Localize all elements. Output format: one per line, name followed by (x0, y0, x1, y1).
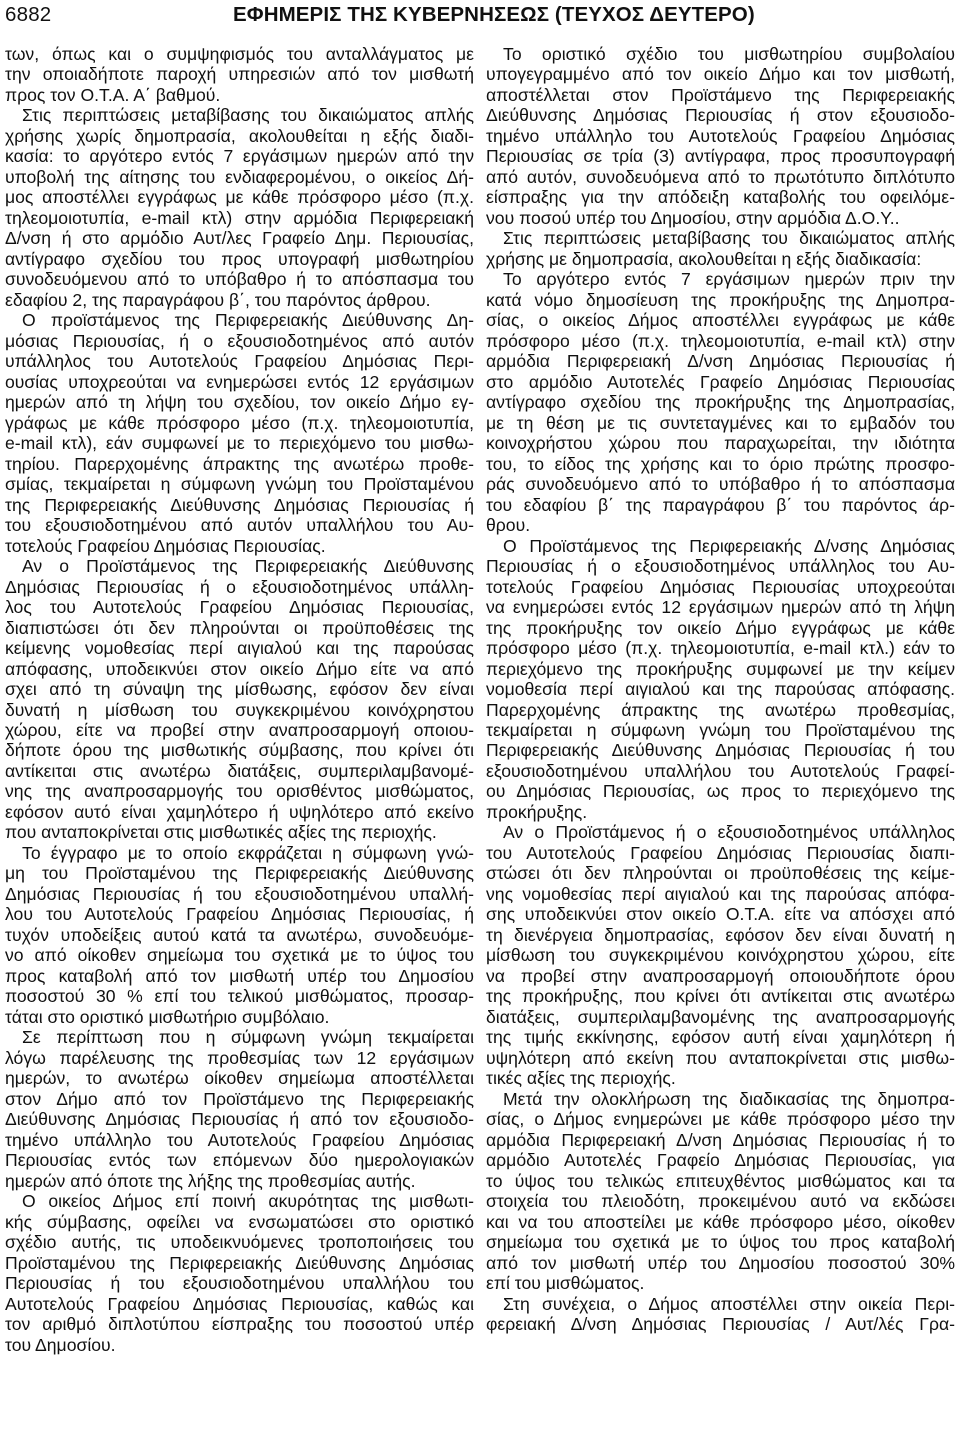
text-line: Περιουσίας ή ο εξουσιοδοτημένος υπάλληλος του Αυ- (486, 556, 955, 577)
paragraph (486, 269, 955, 535)
text-line: θρου. (486, 515, 531, 536)
text-line: την οποιαδήποτε παροχή υπηρεσιών από τον μισθωτή (5, 64, 474, 85)
text-line: περιεχόμενο της προκήρυξης συμφωνεί με την κείμεν (486, 658, 955, 679)
text-line: στον Δήμο από τον Προϊστάμενο της Περιφερειακής (5, 1088, 474, 1109)
text-line: ποσοστού 30 % επί του τελικού μισθώματος, προσαρ- (5, 986, 474, 1007)
text-line: Περιουσίας σε τρία (3) αντίγραφα, προς προσυπογραφή (486, 146, 955, 167)
text-line: απόφασης, υποδεικνύει στον οικείο Δήμο είτε να από (5, 658, 474, 679)
text-line: προς τον Ο.Τ.Α. Α΄ βαθμού. (5, 84, 221, 105)
text-line: από τον μισθωτή υπέρ του Δημοσίου ποσοστού 30% (486, 1252, 955, 1273)
paragraph (5, 310, 474, 556)
paragraph (5, 44, 474, 105)
paragraph (486, 1089, 955, 1294)
text-line: Δημόσιας Περιουσίας ή ο εξουσιοδοτημένος υπάλλη- (5, 576, 474, 597)
text-line: τοτελούς Γραφείου Δημόσιας Περιουσίας υποχρεούται (486, 576, 955, 597)
right-column (486, 44, 955, 1335)
text-line: λου του Αυτοτελούς Γραφείου Δημόσιας Περιουσίας, ή (5, 904, 474, 925)
text-line: δήποτε όρου της μισθωτικής σύμβασης, που κρίνει ότι (5, 740, 474, 761)
text-line: Περιουσίας ή του εξουσιοδοτημένου υπαλλήλου του (5, 1273, 474, 1294)
paragraph (5, 843, 474, 1027)
text-line: e-mail κτλ), εάν συμφωνεί με το περιεχόμενο του μισθω- (5, 433, 474, 454)
text-line: από αυτόν, συνοδευόμενα από το πρωτότυπο διπλότυπο (486, 166, 955, 187)
text-line: στο αρμόδιο Αυτοτελές Γραφείο Δημόσιας Περιουσίας (486, 371, 955, 392)
text-line: της Περιφερειακής Διεύθυνσης Δημόσιας Περιουσίας ή (5, 494, 474, 515)
text-line: του, το είδος της χρήσης και το όριο πρώτης προσφο- (486, 453, 955, 474)
text-line: τυχόν υποδείξεις αυτού κατά τα ανωτέρω, συνοδευόμε- (5, 924, 474, 945)
text-line: νο από οίκοθεν σημείωμα του σχετικά με το ύψος του (5, 945, 474, 966)
text-line: Δημόσιας Περιουσίας ή του εξουσιοδοτημένου υπαλλή- (5, 883, 474, 904)
text-line: αρμόδιο Αυτοτελές Γραφείο Δημόσιας Περιουσίας, για (486, 1150, 955, 1171)
text-line: τηλεομοιοτυπία, e-mail κτλ) στην αρμόδια Περιφερειακή (5, 207, 474, 228)
text-line: δυνατή η μίσθωση του συγκεκριμένου κοινόχρηστου (5, 699, 474, 720)
text-line: Το έγγραφο με το οποίο εκφράζεται η σύμφωνη γνώ- (22, 842, 474, 863)
text-line: Το οριστικό σχέδιο του μισθωτηρίου συμβολαίου (503, 44, 955, 64)
text-line: της προκήρυξης, που κρίνει ότι αντίκειται στις ανωτέρω (486, 986, 955, 1007)
paragraph (5, 556, 474, 843)
text-line: της προκήρυξης τον οικείο Δήμο εγγράφως με κάθε (486, 617, 955, 638)
text-line: Το αργότερο εντός 7 εργάσιμων ημερών πριν την (503, 269, 955, 290)
text-line: λόγω παρέλευσης της προθεσμίας των 12 εργάσιμων (5, 1047, 474, 1068)
text-line: κασία: το αργότερο εντός 7 εργάσιμων ημερών από την (5, 146, 474, 167)
paragraph (486, 44, 955, 228)
text-line: αντίκειται στις ανωτέρω διατάξεις, συμπεριλαμβανομέ- (5, 760, 474, 781)
text-line: Στη συνέχεια, ο Δήμος αποστέλλει στην οικεία Περι- (503, 1293, 955, 1314)
text-line: σημείωμα του σχετικά με το ύψος του προς καταβολή (486, 1232, 955, 1253)
text-line: ημερών από όποτε της λήξης της προθεσμίας αυτής. (5, 1170, 416, 1191)
text-line: γράφως με κάθε πρόσφορο μέσο (π.χ. τηλεομοιοτυπία, (5, 412, 474, 433)
text-line: μη του Προϊσταμένου της Περιφερειακής Διεύθυνσης (5, 863, 474, 884)
text-line: τον αριθμό διπλοτύπου είσπραξης του ποσοστού υπέρ (5, 1314, 474, 1335)
left-column (5, 44, 474, 1355)
text-line: Διεύθυνσης Δημόσιας Περιουσίας ή από τον εξουσιοδο- (5, 1109, 474, 1130)
page-header (0, 0, 960, 30)
text-line: Αν ο Προϊστάμενος ή ο εξουσιοδοτημένος υπάλληλος (503, 822, 955, 843)
text-line: τικές αξίες της περιοχής. (486, 1068, 676, 1089)
text-line: αποστέλλεται στον Προϊστάμενο της Περιφερειακής (486, 84, 955, 105)
text-line: Δ/νση ή στο αρμόδιο Αυτ/λες Γραφείο Δημ. Περιουσίας, (5, 228, 474, 249)
paragraph (5, 1191, 474, 1355)
text-line: υποβολή της αίτησης του ενδιαφερομένου, ο οικείος Δή- (5, 166, 474, 187)
text-line: ράς συνοδευόμενο από το υπόβαθρο ή το απόσπασμα (486, 474, 955, 495)
text-line: πρόσφορο μέσο (π.χ. τηλεομοιοτυπία, e-mail κτλ) στην (486, 330, 955, 351)
text-line: ημερών από τη λήψη του σχεδίου, τον οικείο Δήμο εγ- (5, 392, 474, 413)
text-line: νης της αναπροσαρμογής του ορισθέντος μισθώματος, (5, 781, 474, 802)
text-line: του εξουσιοδοτημένου από αυτόν υπαλλήλου του Αυ- (5, 515, 474, 536)
text-line: Περιφερειακής Διεύθυνσης Δημόσιας Περιουσίας ή του (486, 740, 955, 761)
page-number: 6882 (5, 3, 52, 26)
text-line: υψηλότερη από εκείνη που ανταποκρίνεται στις μισθω- (486, 1047, 955, 1068)
text-line: τημένο υπάλληλο του Αυτοτελούς Γραφείου Δημόσιας (5, 1129, 474, 1150)
text-line: κοινοχρήστου χώρου που παραχωρείται, την ιδιότητα (486, 433, 955, 454)
text-line: του εδαφίου β΄ της παραγράφου β΄ του παρόντος άρ- (486, 494, 955, 515)
text-line: εφόσον αυτό είναι χαμηλότερο ή υψηλότερο από εκείνο (5, 801, 474, 822)
text-line: Ο Προϊστάμενος της Περιφερειακής Δ/νσης Δημόσιας (503, 535, 955, 556)
text-line: σίας, ο Δήμος ενημερώνει με κάθε πρόσφορο μέσο την (486, 1109, 955, 1130)
text-line: Παρερχομένης άπρακτης της ανωτέρω προθεσμίας, (486, 699, 955, 720)
text-line: τηρίου. Παρερχομένης άπρακτης της ανωτέρω προθε- (5, 453, 474, 474)
text-line: υπάλληλος του Αυτοτελούς Γραφείου Δημόσιας Περι- (5, 351, 474, 372)
paragraph (5, 1027, 474, 1191)
text-line: να ενημερώσει εντός 12 εργάσιμων ημερών από τη λήψη (486, 597, 955, 618)
text-line: εδαφίου 2, της παραγράφου β΄, του παρόντος άρθρου. (5, 289, 431, 310)
text-line: Αν ο Προϊστάμενος της Περιφερειακής Διεύθυνσης (22, 556, 474, 577)
text-line: προκήρυξης. (486, 801, 588, 822)
text-line: ου Δημόσιας Περιουσίας, ως προς το περιεχόμενο της (486, 781, 955, 802)
text-line: ουσίας υποχρεούται να ενημερώσει εντός 12 εργάσιμων (5, 371, 474, 392)
text-line: τημένο υπάλληλο του Αυτοτελούς Γραφείου Δημόσιας (486, 125, 955, 146)
text-line: τη διενέργεια δημοπρασίας, εφόσον δεν είναι δυνατή η (486, 924, 955, 945)
text-line: διαπιστώσει ότι δεν πληρούνται οι προϋποθέσεις της (5, 617, 474, 638)
text-line: προς καταβολή από τον μισθωτή υπέρ του Δημοσίου (5, 965, 474, 986)
paragraph (486, 228, 955, 269)
text-line: των, όπως και ο συμψηφισμός του ανταλλάγματος με (5, 44, 474, 64)
text-line: κής σύμβασης, οφείλει να ενσωματώσει στο οριστικό (5, 1211, 474, 1232)
text-line: τάται στο οριστικό μισθωτήριο συμβόλαιο. (5, 1006, 330, 1027)
text-line: τεκμαίρεται η σύμφωνη γνώμη του Προϊσταμένου της (486, 719, 955, 740)
text-line: είσπραξης για την απόδειξη καταβολής του οφειλόμε- (486, 187, 955, 208)
text-line: αντίγραφο σχεδίου της προκήρυξης της Δημοπρασίας, (486, 392, 955, 413)
text-line: αρμόδια Περιφερειακή Δ/νση Δημόσιας Περιουσίας ή το (486, 1129, 955, 1150)
text-line: του Αυτοτελούς Γραφείου Δημόσιας Περιουσίας διαπι- (486, 842, 955, 863)
text-line: Σε περίπτωση που η σύμφωνη γνώμη τεκμαίρεται (22, 1027, 474, 1048)
text-line: νομοθεσία περί αιγιαλού και της παρούσας απόφασης. (486, 679, 955, 700)
paragraph (486, 536, 955, 823)
text-line: σίας, ο οικείος Δήμος αποστέλλει εγγράφως με κάθε (486, 310, 955, 331)
text-line: κείμενης νομοθεσίας περί αιγιαλού και της παρούσας (5, 638, 474, 659)
text-line: νης νομοθεσίας περί αιγιαλού και της παρούσας απόφα- (486, 883, 955, 904)
text-line: αρμόδια Περιφερειακή Δ/νση Δημόσιας Περιουσίας ή (486, 351, 955, 372)
text-line: το ύψος του τελικώς επιτευχθέντος μισθώματος και τα (486, 1170, 955, 1191)
text-line: αντίγραφο σχεδίου του προς υπογραφή μισθωτηρίου (5, 248, 474, 269)
text-line: υπογεγραμμένο από τον οικείο Δήμο και τον μισθωτή, (486, 64, 955, 85)
text-line: στοιχεία του πλειοδότη, προκειμένου αυτό να εκδώσει (486, 1191, 955, 1212)
text-line: εξουσιοδοτημένου υπαλλήλου του Αυτοτελούς Γραφεί- (486, 760, 955, 781)
text-line: φερειακή Δ/νση Δημόσιας Περιουσίας / Αυτ/λές Γρα- (486, 1314, 955, 1335)
running-title: ΕΦΗΜΕΡΙΣ ΤΗΣ ΚΥΒΕΡΝΗΣΕΩΣ (ΤΕΥΧΟΣ ΔΕΥΤΕΡΟ) (233, 3, 755, 26)
text-line: τοτελούς Γραφείου Δημόσιας Περιουσίας. (5, 535, 326, 556)
text-line: κατά νόμο δημοσίευση της προκήρυξης της Δημοπρα- (486, 289, 955, 310)
text-line: με τη θέση με τις συντεταγμένες και το εμβαδόν του (486, 412, 955, 433)
text-line: μόσιας Περιουσίας, ή ο εξουσιοδοτημένος από αυτόν (5, 330, 474, 351)
text-line: σμίας, τεκμαίρεται η σύμφωνη γνώμη του Προϊσταμένου (5, 474, 474, 495)
text-line: χώρου, είτε να προβεί στην αναπροσαρμογή οποιου- (5, 719, 474, 740)
text-line: μος αποστέλλει εγγράφως με κάθε πρόσφορο μέσο (π.χ. (5, 187, 474, 208)
text-line: Προϊσταμένου της Περιφερειακής Διεύθυνσης Δημόσιας (5, 1252, 474, 1273)
text-line: μίσθωση του συγκεκριμένου κοινόχρηστου χώρου, είτε (486, 945, 955, 966)
text-line: Στις περιπτώσεις μεταβίβασης του δικαιώματος απλής (503, 228, 955, 249)
paragraph (486, 1294, 955, 1335)
text-line: διατάξεις, συμπεριλαμβανομένης της αναπροσαρμογής (486, 1006, 955, 1027)
text-line: ημερών, το ανωτέρω οίκοθεν σημείωμα αποστέλλεται (5, 1068, 474, 1089)
text-line: συνοδευόμενου από το υπόβαθρο ή το απόσπασμα του (5, 269, 474, 290)
text-line: Μετά την ολοκλήρωση της διαδικασίας της δημοπρα- (503, 1088, 955, 1109)
text-line: σχέδιο αυτής, τις υποδεικνυόμενες τροποποιήσεις του (5, 1232, 474, 1253)
text-line: χρήσης χωρίς δημοπρασία, ακολουθείται η εξής διαδι- (5, 125, 474, 146)
text-line: Αυτοτελούς Γραφείου Δημόσιας Περιουσίας, καθώς και (5, 1293, 474, 1314)
text-line: σχει από τη σύναψη της μίσθωσης, εφόσον δεν είναι (5, 679, 474, 700)
text-line: στώσει ότι δεν πληρούνται οι προϋποθέσεις της κείμε- (486, 863, 955, 884)
text-line: Ο προϊστάμενος της Περιφερειακής Διεύθυνσης Δη- (22, 310, 474, 331)
text-line: επί του μισθώματος. (486, 1273, 645, 1294)
text-line: λος του Αυτοτελούς Γραφείου Δημόσιας Περιουσίας, (5, 597, 474, 618)
text-line: χρήσης με δημοπρασία, ακολουθείται η εξής διαδικασία: (486, 248, 922, 269)
text-line: νου ποσού υπέρ του Δημοσίου, στην αρμόδια Δ.Ο.Υ.. (486, 207, 900, 228)
text-line: της τιμής εκκίνησης, εφόσον αυτή είναι χαμηλότερη ή (486, 1027, 955, 1048)
text-line: του Δημοσίου. (5, 1334, 116, 1355)
paragraph (5, 105, 474, 310)
text-line: και να του αποστείλει με κάθε πρόσφορο μέσο, οίκοθεν (486, 1211, 955, 1232)
text-line: Περιουσίας εντός των επόμενων δύο ημερολογιακών (5, 1150, 474, 1171)
paragraph (486, 822, 955, 1088)
text-line: να προβεί στην αναπροσαρμογή οποιουδήποτε όρου (486, 965, 955, 986)
text-line: σης υποδεικνύει στον οικείο Ο.Τ.Α. είτε να απόσχει από (486, 904, 955, 925)
text-line: Στις περιπτώσεις μεταβίβασης του δικαιώματος απλής (22, 105, 474, 126)
text-line: που ανταποκρίνεται στις μισθωτικές αξίες της περιοχής. (5, 822, 437, 843)
text-line: Ο οικείος Δήμος επί ποινή ακυρότητας της μισθωτι- (22, 1191, 474, 1212)
text-line: Διεύθυνσης Δημόσιας Περιουσίας ή στον εξουσιοδο- (486, 105, 955, 126)
text-line: πρόσφορο μέσο (π.χ. τηλεομοιοτυπία, e-mail κτλ.) εάν το (486, 638, 955, 659)
